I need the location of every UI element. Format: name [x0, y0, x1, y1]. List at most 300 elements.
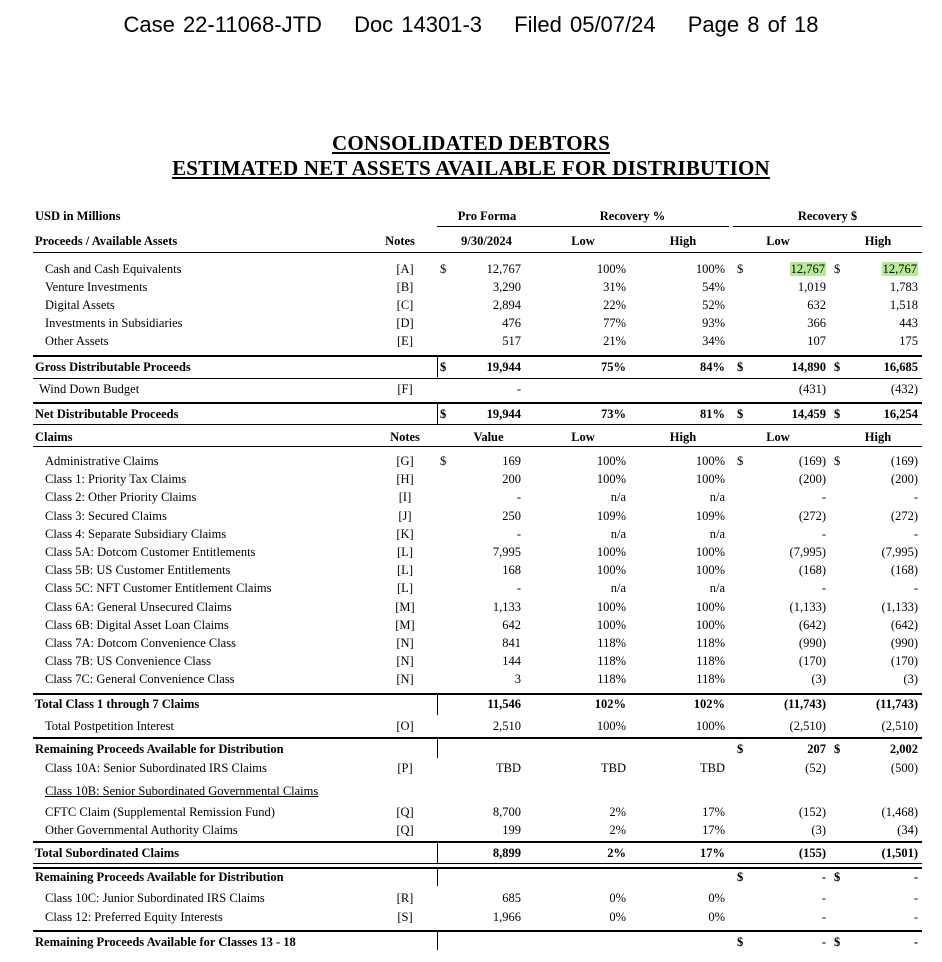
cell-value: Low	[571, 430, 595, 444]
cell-value: [I]	[398, 490, 412, 505]
page-number: Page 8 of 18	[687, 12, 819, 37]
cell-d3	[834, 360, 840, 374]
class-10c-row	[33, 889, 922, 907]
cell-value: (2,510)	[789, 719, 826, 733]
cell-value	[453, 846, 521, 860]
cell-value: 1,518	[889, 298, 918, 312]
cell-rlow	[750, 472, 826, 486]
cell-low	[538, 360, 626, 374]
cell-value	[453, 527, 521, 541]
cell-value: High	[669, 430, 697, 444]
cell-rhigh	[846, 280, 918, 294]
cell-low	[538, 672, 626, 686]
cell-value: 642	[502, 617, 521, 632]
cell-value: (11,743)	[875, 697, 918, 711]
cell-value: 11,546	[487, 697, 521, 711]
cell-rlow	[750, 891, 826, 905]
cell-rlow	[750, 618, 826, 632]
cell-value: [S]	[397, 910, 413, 924]
cell-high	[643, 697, 725, 711]
cell-rhigh	[846, 360, 918, 374]
cell-value	[453, 891, 521, 905]
cell-note	[386, 563, 424, 577]
cell-value: -	[516, 526, 521, 541]
cell-value: 169	[502, 454, 521, 468]
cell-high	[643, 490, 725, 504]
section-rule	[33, 446, 922, 447]
cell-value: 16,254	[883, 407, 918, 421]
date-header: 9/30/2024	[461, 234, 512, 248]
case-number: Case 22-11068-JTD	[123, 12, 322, 37]
cell-value: 443	[899, 316, 918, 330]
cell-rlow	[750, 509, 826, 523]
cell-high	[643, 823, 725, 837]
cell-value: Value	[473, 430, 504, 444]
cell-rlow	[750, 742, 826, 756]
cell-value: 93%	[702, 316, 725, 330]
cell-value: -	[516, 581, 521, 596]
cell-rhigh	[846, 697, 918, 711]
wind-down-row	[33, 380, 922, 398]
cell-value: 200	[502, 472, 521, 487]
cell-value	[453, 316, 521, 330]
cell-value: 100%	[596, 262, 626, 276]
cell-value: [B]	[396, 280, 414, 294]
cell-value: -	[821, 526, 826, 541]
cell-rhigh	[846, 581, 918, 595]
cell-value: 2%	[607, 846, 626, 860]
cell-rhigh	[846, 654, 918, 668]
cell-high	[643, 407, 725, 421]
cell-rlow	[750, 490, 826, 504]
cell-low	[538, 454, 626, 468]
cell-value: [M]	[395, 599, 415, 614]
cell-high	[643, 262, 725, 276]
cell-value: (7,995)	[881, 545, 918, 559]
cell-value: [C]	[396, 298, 414, 312]
cell-value: 100%	[695, 563, 725, 578]
claim-row	[33, 579, 922, 597]
row-label: Class 7A: Dotcom Convenience Class	[45, 636, 236, 650]
claim-row	[33, 488, 922, 506]
total-subordinated-row	[33, 844, 922, 862]
case-header	[0, 12, 942, 38]
cell-value: 7,995	[492, 545, 521, 559]
cell-low	[538, 334, 626, 348]
cell-value: 118%	[696, 654, 725, 669]
cell-value: 685	[502, 891, 521, 905]
cell-value	[453, 672, 521, 686]
claims-header-row	[33, 428, 922, 446]
cell-value: (152)	[798, 805, 826, 819]
cell-value: 73%	[601, 407, 626, 421]
cell-value	[453, 454, 521, 468]
cell-note	[386, 509, 424, 523]
cell-value: 199	[502, 823, 521, 837]
cell-note	[386, 527, 424, 541]
cell-value: 118%	[597, 654, 626, 669]
cell-value: 2%	[609, 823, 626, 837]
cell-value: 0%	[609, 891, 626, 905]
cell-value: $	[834, 742, 841, 756]
cell-value: 250	[502, 508, 521, 523]
cell-rhigh	[846, 600, 918, 614]
claim-row	[33, 598, 922, 616]
cell-value: 2%	[609, 805, 626, 819]
cell-value: [E]	[397, 334, 413, 348]
cell-value: 107	[807, 334, 826, 348]
cell-d3	[834, 262, 840, 276]
cell-note	[386, 719, 424, 733]
cell-d1	[440, 262, 446, 276]
cell-low	[538, 262, 626, 276]
cell-rlow	[750, 334, 826, 348]
cell-value: 100%	[695, 472, 725, 487]
cell-value: $	[834, 407, 841, 421]
cell-value: [K]	[396, 526, 414, 541]
cell-high	[643, 761, 725, 775]
cell-d1	[440, 360, 446, 374]
cell-value: (169)	[890, 454, 918, 468]
row-label: Venture Investments	[45, 280, 148, 294]
cell-high	[643, 910, 725, 924]
row-label: Administrative Claims	[45, 454, 159, 468]
cell-value: 19,944	[486, 407, 521, 421]
cell-high	[643, 654, 725, 668]
cell-value: -	[821, 490, 826, 505]
cell-note	[386, 761, 424, 775]
cell-rhigh	[846, 910, 918, 924]
cell-note	[386, 891, 424, 905]
cell-value	[453, 654, 521, 668]
cell-d2	[737, 407, 743, 421]
cell-value: n/a	[610, 490, 626, 505]
cell-d3	[834, 407, 840, 421]
cell-d2	[737, 360, 743, 374]
cell-value: 1,133	[492, 599, 521, 614]
row-label: Wind Down Budget	[39, 382, 140, 396]
cell-high	[643, 636, 725, 650]
cell-note	[386, 618, 424, 632]
cell-rlow	[750, 600, 826, 614]
cell-value: -	[821, 910, 826, 924]
class-10b-row	[33, 782, 922, 800]
cell-value: (2,510)	[881, 719, 918, 733]
recovery-pct-header: Recovery %	[599, 209, 666, 223]
cell-rlow	[750, 545, 826, 559]
net-proceeds-row	[33, 405, 922, 423]
cell-rhigh	[846, 672, 918, 686]
cell-value: 100%	[596, 563, 626, 578]
row-label: Class 10B: Senior Subordinated Governmental Claims	[45, 784, 319, 798]
cell-d1	[440, 407, 446, 421]
cell-rlow	[750, 280, 826, 294]
header-rule	[33, 252, 922, 253]
row-label: Other Assets	[45, 334, 109, 348]
cell-value: -	[821, 935, 826, 949]
cell-value: -	[821, 581, 826, 596]
recovery-usd-header: Recovery $	[797, 209, 858, 223]
cell-note	[386, 454, 424, 468]
filed-date: Filed 05/07/24	[514, 12, 656, 37]
cell-value: 118%	[696, 672, 725, 687]
row-label: Remaining Proceeds Available for Classes 13 - 18	[35, 935, 296, 949]
cell-value: -	[913, 526, 918, 541]
cell-low	[538, 636, 626, 650]
cell-value: Low	[766, 430, 790, 444]
cell-value: [O]	[396, 719, 414, 733]
cell-value	[453, 805, 521, 819]
row-label: Class 1: Priority Tax Claims	[45, 472, 187, 487]
section-rule	[33, 378, 922, 379]
cell-rlow	[750, 581, 826, 595]
cell-rlow	[738, 430, 818, 444]
cell-high	[643, 360, 725, 374]
cell-value: [Q]	[396, 805, 414, 819]
cell-note	[386, 910, 424, 924]
notes-header: Notes	[385, 234, 415, 248]
column-divider	[437, 402, 438, 424]
section-rule	[33, 737, 922, 739]
cell-low	[538, 545, 626, 559]
cell-rhigh	[846, 527, 918, 541]
cell-rhigh	[846, 805, 918, 819]
cell-value: 144	[502, 654, 521, 669]
column-divider	[437, 737, 438, 758]
cell-value: $	[834, 454, 841, 468]
cell-value: 366	[807, 316, 826, 330]
claim-row	[33, 470, 922, 488]
cell-value: 22%	[603, 298, 626, 312]
cell-note	[386, 334, 424, 348]
cell-value	[453, 618, 521, 632]
cell-d2	[737, 454, 743, 468]
cell-value: n/a	[709, 526, 725, 541]
cell-note	[386, 600, 424, 614]
cell-low	[538, 407, 626, 421]
cell-value: (11,743)	[783, 697, 826, 711]
cell-value: 1,019	[797, 280, 826, 294]
cell-value: 12,767	[486, 262, 521, 276]
cell-value: 102%	[594, 697, 626, 711]
class-10a-row	[33, 759, 922, 777]
row-label: Gross Distributable Proceeds	[35, 360, 191, 374]
cell-value	[453, 697, 521, 711]
cell-rhigh	[846, 761, 918, 775]
cell-rhigh	[846, 870, 918, 884]
cell-rhigh	[846, 316, 918, 330]
cell-rlow	[750, 910, 826, 924]
cell-value: 109%	[596, 508, 626, 523]
cell-value	[453, 360, 521, 374]
row-label: Other Governmental Authority Claims	[45, 823, 238, 837]
cell-value: (170)	[798, 654, 826, 669]
cell-high	[643, 719, 725, 733]
cell-value: (170)	[890, 654, 918, 669]
cell-note	[386, 316, 424, 330]
cell-rhigh	[846, 935, 918, 949]
cell-value: n/a	[709, 490, 725, 505]
remaining-classes-13-18-row	[33, 933, 922, 951]
cell-value: $	[737, 407, 744, 421]
cell-value: 102%	[693, 697, 725, 711]
cell-rlow	[750, 527, 826, 541]
cell-rlow	[750, 654, 826, 668]
cell-rlow	[750, 360, 826, 374]
row-label: CFTC Claim (Supplemental Remission Fund)	[45, 805, 275, 819]
cell-value: -	[821, 891, 826, 905]
column-divider	[437, 930, 438, 950]
cell-value: (168)	[798, 563, 826, 578]
cell-low	[538, 490, 626, 504]
cell-note	[386, 654, 424, 668]
cell-value: (168)	[890, 563, 918, 578]
cell-value: $	[440, 407, 447, 421]
cell-value: $	[440, 360, 447, 374]
cell-d3	[834, 742, 840, 756]
cell-value: 75%	[601, 360, 626, 374]
notes-header: Notes	[390, 430, 420, 444]
cell-high	[643, 430, 723, 444]
claim-row	[33, 561, 922, 579]
claim-row	[33, 507, 922, 525]
rule	[536, 226, 729, 227]
cell-rhigh	[846, 454, 918, 468]
cell-value: $	[737, 454, 744, 468]
cell-value: -	[913, 581, 918, 596]
cell-rlow	[750, 846, 826, 860]
cell-value: 81%	[700, 407, 725, 421]
pro-forma-header: Pro Forma	[457, 209, 517, 223]
cell-value: [M]	[395, 617, 415, 632]
cell-rlow	[750, 823, 826, 837]
cell-rlow	[750, 316, 826, 330]
cell-value: TBD	[496, 761, 521, 775]
cell-value: $	[834, 870, 841, 884]
cell-value: 1,966	[492, 910, 521, 924]
cell-note	[386, 672, 424, 686]
cell-value: [L]	[397, 545, 413, 559]
cell-note	[386, 382, 424, 396]
title-line-1: CONSOLIDATED DEBTORS	[331, 131, 611, 155]
cell-value: 476	[502, 316, 521, 330]
cell-value: 16,685	[883, 360, 918, 374]
postpetition-row	[33, 717, 922, 735]
cell-value: 841	[502, 636, 521, 650]
cell-value: $	[737, 742, 744, 756]
section-rule	[33, 841, 922, 843]
cell-rlow	[750, 697, 826, 711]
cell-low	[538, 298, 626, 312]
cell-rhigh	[846, 563, 918, 577]
cell-rhigh	[846, 407, 918, 421]
cell-value: $	[440, 262, 447, 276]
row-label: Class 10C: Junior Subordinated IRS Claims	[45, 891, 265, 905]
cell-high	[643, 672, 725, 686]
cell-value: 21%	[603, 334, 626, 348]
cell-high	[643, 280, 725, 294]
asset-row	[33, 260, 922, 278]
cell-value: 77%	[603, 316, 626, 330]
row-label: Class 2: Other Priority Claims	[45, 490, 197, 505]
cell-value: $	[737, 870, 744, 884]
high-pct-header: High	[669, 234, 697, 248]
cell-value: 100%	[695, 545, 725, 559]
row-label: Class 5B: US Customer Entitlements	[45, 563, 231, 578]
row-label: Class 5A: Dotcom Customer Entitlements	[45, 545, 256, 559]
cell-note	[386, 636, 424, 650]
cell-rhigh	[846, 823, 918, 837]
cell-high	[643, 563, 725, 577]
cell-note	[386, 823, 424, 837]
cell-value: (1,133)	[789, 599, 826, 614]
cell-high	[643, 527, 725, 541]
rule	[437, 226, 536, 227]
cell-value: (169)	[798, 454, 826, 468]
row-label: Class 7C: General Convenience Class	[45, 672, 235, 687]
cell-value	[453, 581, 521, 595]
title-line-2: ESTIMATED NET ASSETS AVAILABLE FOR DISTRIBUTION	[172, 156, 770, 180]
cell-value: (1,133)	[881, 599, 918, 614]
cell-value: (200)	[798, 472, 826, 487]
cell-d2	[737, 935, 743, 949]
row-label: Net Distributable Proceeds	[35, 407, 179, 421]
cell-low	[538, 846, 626, 860]
cell-rhigh	[846, 545, 918, 559]
cell-low	[538, 823, 626, 837]
cell-value: 1,783	[889, 280, 918, 294]
cell-high	[643, 805, 725, 819]
cell-value: 175	[899, 334, 918, 348]
cell-value: (7,995)	[789, 545, 826, 559]
cell-value: TBD	[601, 761, 626, 775]
cell-rhigh	[846, 509, 918, 523]
row-label: Class 10A: Senior Subordinated IRS Claims	[45, 761, 267, 775]
cell-value	[453, 262, 521, 276]
cell-value: (3)	[811, 672, 826, 687]
cell-value: 100%	[596, 545, 626, 559]
cell-value: (1,501)	[881, 846, 918, 860]
cell-low	[538, 280, 626, 294]
cell-rlow	[750, 636, 826, 650]
cell-value: [D]	[396, 316, 414, 330]
cell-value: 100%	[695, 599, 725, 614]
row-label: Digital Assets	[45, 298, 115, 312]
cell-value: 109%	[695, 508, 725, 523]
cell-value: 8,899	[492, 846, 521, 860]
cell-value: 517	[502, 334, 521, 348]
claim-row	[33, 634, 922, 652]
cell-value: -	[913, 870, 918, 884]
cell-low	[538, 618, 626, 632]
row-label: Remaining Proceeds Available for Distribution	[35, 742, 284, 756]
cell-low	[538, 600, 626, 614]
cell-value: 100%	[695, 617, 725, 632]
cell-value: 12,767	[882, 262, 917, 276]
cell-low	[538, 509, 626, 523]
cell-rlow	[750, 298, 826, 312]
cell-note	[386, 581, 424, 595]
class-12-row	[33, 908, 922, 926]
cell-value: $	[834, 360, 841, 374]
cell-note	[386, 805, 424, 819]
cell-rhigh	[846, 742, 918, 756]
cell-value: (272)	[890, 508, 918, 523]
cell-value	[453, 761, 521, 775]
claim-row	[33, 452, 922, 470]
cell-rlow	[750, 719, 826, 733]
row-label: Class 12: Preferred Equity Interests	[45, 910, 223, 924]
